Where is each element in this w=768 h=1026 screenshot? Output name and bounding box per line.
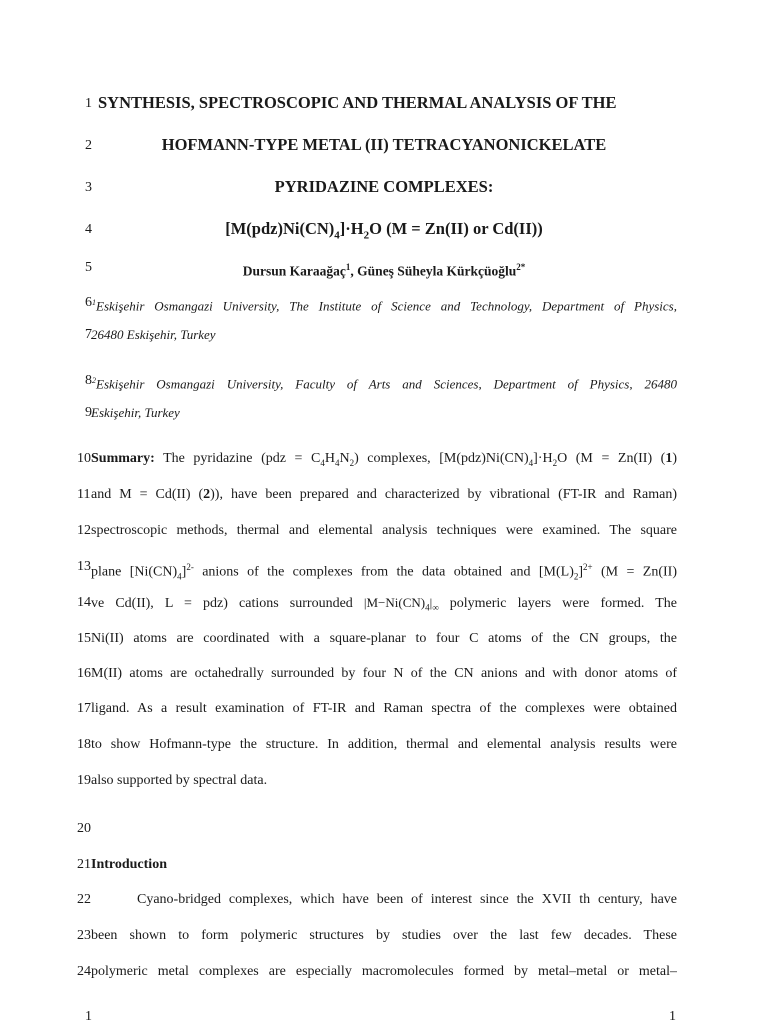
line-number: 16 bbox=[77, 666, 91, 681]
footer-page-number-left: 1 bbox=[85, 1009, 92, 1024]
line-number: 22 bbox=[77, 892, 91, 907]
intro-line-23: been shown to form polymeric structures by studies over the last few decades. These bbox=[91, 928, 677, 943]
summary-line-12: spectroscopic methods, thermal and elemental analysis techniques were examined. The square bbox=[91, 523, 677, 538]
summary-line-18: to show Hofmann-type the structure. In addition, thermal and elemental analysis results were bbox=[91, 737, 677, 752]
line-number: 23 bbox=[77, 928, 91, 943]
affiliation-2-line-2: Eskişehir, Turkey bbox=[91, 405, 180, 420]
line-number: 8 bbox=[85, 373, 92, 388]
summary-line-16: M(II) atoms are octahedrally surrounded by four N of the CN anions and with donor atoms of bbox=[91, 666, 677, 681]
line-number: 5 bbox=[85, 260, 92, 275]
author-2: Güneş Süheyla Kürkçüoğlu bbox=[357, 263, 517, 279]
summary-line-15: Ni(II) atoms are coordinated with a square-planar to four C atoms of the CN groups, the bbox=[91, 631, 677, 646]
line-number: 7 bbox=[85, 327, 92, 342]
line-number: 1 bbox=[85, 96, 92, 111]
line-number: 19 bbox=[77, 773, 91, 788]
line-number: 24 bbox=[77, 964, 91, 979]
line-number: 17 bbox=[77, 701, 91, 716]
intro-line-24: polymeric metal complexes are especially macromolecules formed by metal–metal or metal– bbox=[91, 964, 677, 979]
line-number: 21 bbox=[77, 857, 91, 872]
summary-line-13: plane $[Ni(CN)_4]^{2-}$ anions of the complexes from the data obtained and $[M(L)_2]^{2+}$ (M = Zn(II) bbox=[91, 562, 677, 582]
paper-title-line-1: SYNTHESIS, SPECTROSCOPIC AND THERMAL ANALYSIS OF THE bbox=[98, 93, 617, 112]
line-number: 11 bbox=[77, 487, 91, 502]
paper-title-line-3: PYRIDAZINE COMPLEXES: bbox=[274, 177, 494, 196]
line-number: 10 bbox=[77, 451, 91, 466]
summary-label: Summary: bbox=[91, 451, 155, 466]
line-number: 6 bbox=[85, 295, 92, 310]
affiliation-1-line-1: $^1$Eskişehir Osmangazi University, The Institute of Science and Technology, Department of Physics, bbox=[92, 298, 677, 314]
author-line: Dursun Karaağaç$^1$, Güneş Süheyla Kürkçüoğlu$^{2*}$ bbox=[242, 262, 526, 279]
author-1: Dursun Karaağaç bbox=[242, 263, 346, 279]
line-number: 14 bbox=[77, 595, 91, 610]
intro-line-22: Cyano-bridged complexes, which have been of interest since the XVII th century, have bbox=[137, 892, 677, 907]
line-number: 13 bbox=[77, 559, 91, 574]
footer-page-number-right: 1 bbox=[669, 1009, 676, 1024]
paper-title-line-2: HOFMANN-TYPE METAL (II) TETRACYANONICKELATE bbox=[161, 135, 607, 154]
summary-line-10: Summary: The pyridazine $(pdz = C_4H_4N_2)$ complexes, $[M(pdz)Ni(CN)_4]\cdot H_2O$ (M = Zn(II) (1) bbox=[91, 451, 677, 468]
summary-line-14: ve Cd(II), L = pdz) cations surrounded $|M-Ni(CN)_4|_\infty$ polymeric layers were formed. The bbox=[91, 595, 677, 613]
line-number: 3 bbox=[85, 180, 92, 195]
section-heading-introduction: Introduction bbox=[91, 857, 167, 872]
affiliation-2-line-1: $^2$Eskişehir Osmangazi University, Faculty of Arts and Sciences, Department of Physics, 26480 bbox=[92, 376, 677, 392]
line-number: 2 bbox=[85, 138, 92, 153]
line-number: 4 bbox=[85, 222, 92, 237]
line-number: 18 bbox=[77, 737, 91, 752]
polymer-formula: $|M-Ni(CN)_4|_\infty$ bbox=[363, 595, 439, 613]
summary-line-19: also supported by spectral data. bbox=[91, 773, 268, 788]
summary-line-11: and M = Cd(II) (2)), have been prepared and characterized by vibrational (FT-IR and Raman) bbox=[91, 487, 677, 502]
line-number: 12 bbox=[77, 523, 91, 538]
line-number: 9 bbox=[85, 405, 92, 420]
summary-line-17: ligand. As a result examination of FT-IR and Raman spectra of the complexes were obtained bbox=[91, 701, 677, 716]
line-number: 20 bbox=[77, 821, 91, 836]
affiliation-1-line-2: 26480 Eskişehir, Turkey bbox=[91, 327, 216, 342]
paper-title-line-4: $[M(pdz)Ni(CN)_4]\cdot H_2O$ (M = Zn(II) or Cd(II)) bbox=[225, 219, 543, 242]
line-number: 15 bbox=[77, 631, 91, 646]
